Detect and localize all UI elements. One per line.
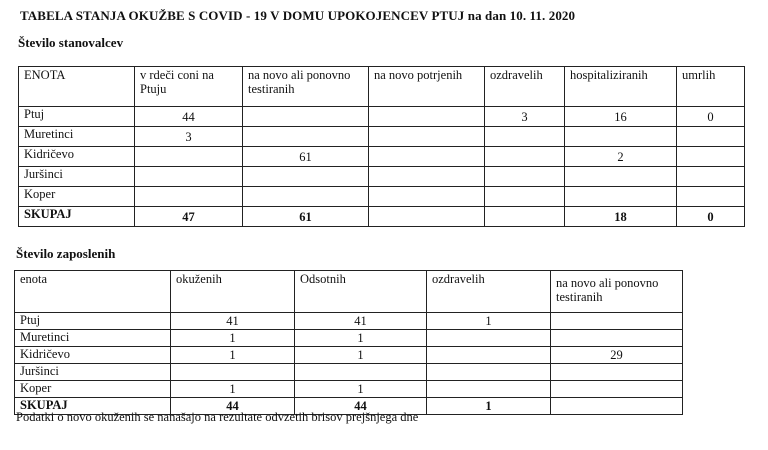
table-cell — [243, 127, 369, 147]
table-header-row — [19, 67, 745, 107]
employees-heading: Število zaposlenih — [16, 246, 116, 261]
total-cell: 61 — [243, 207, 369, 227]
column-header: ozdravelih — [427, 271, 551, 313]
unit-cell: Koper — [15, 381, 171, 398]
total-cell — [551, 398, 683, 415]
total-cell: 47 — [135, 207, 243, 227]
column-header: ENOTA — [19, 67, 135, 107]
column-header: hospitaliziranih — [565, 67, 677, 107]
table-cell — [369, 187, 485, 207]
table-cell: 1 — [295, 381, 427, 398]
residents-heading: Število stanovalcev — [18, 35, 124, 50]
column-header: Odsotnih — [295, 271, 427, 313]
total-label: SKUPAJ — [19, 207, 135, 227]
table-cell: 1 — [295, 330, 427, 347]
column-header: okuženih — [171, 271, 295, 313]
employees-table — [14, 270, 683, 415]
table-cell — [565, 127, 677, 147]
total-cell: 1 — [427, 398, 551, 415]
table-cell — [677, 147, 745, 167]
table-cell — [551, 330, 683, 347]
table-cell: 41 — [171, 313, 295, 330]
table-cell — [243, 167, 369, 187]
table-cell — [295, 364, 427, 381]
total-label: SKUPAJ — [15, 398, 171, 415]
table-cell — [677, 127, 745, 147]
footnote: Podatki o novo okuženih se nanašajo na rezultate odvzetih brisov prejšnjega dne — [16, 410, 419, 424]
table-cell — [135, 187, 243, 207]
total-cell: 18 — [565, 207, 677, 227]
table-cell — [427, 364, 551, 381]
table-cell — [369, 147, 485, 167]
table-cell — [243, 107, 369, 127]
table-header-row — [15, 271, 683, 313]
unit-cell: Koper — [19, 187, 135, 207]
table-cell — [551, 364, 683, 381]
unit-cell: Ptuj — [19, 107, 135, 127]
column-header: v rdeči coni na Ptuju — [135, 67, 243, 107]
table-row — [15, 330, 683, 347]
total-cell: 0 — [677, 207, 745, 227]
table-cell — [171, 364, 295, 381]
column-header: ozdravelih — [485, 67, 565, 107]
unit-cell: Juršinci — [15, 364, 171, 381]
table-row — [15, 381, 683, 398]
unit-cell: Muretinci — [19, 127, 135, 147]
table-row — [19, 107, 745, 127]
table-row — [15, 364, 683, 381]
table-cell — [677, 187, 745, 207]
table-cell — [565, 187, 677, 207]
table-cell — [485, 127, 565, 147]
table-cell: 0 — [677, 107, 745, 127]
table-cell: 3 — [485, 107, 565, 127]
document-title: TABELA STANJA OKUŽBE S COVID - 19 V DOMU UPOKOJENCEV PTUJ na dan 10. 11. 2020 — [20, 8, 576, 23]
residents-table — [18, 66, 745, 227]
column-header: na novo ali ponovno testiranih — [551, 271, 683, 313]
table-cell: 16 — [565, 107, 677, 127]
table-cell — [427, 330, 551, 347]
table-cell: 44 — [135, 107, 243, 127]
table-row — [15, 313, 683, 330]
table-cell — [369, 167, 485, 187]
table-cell — [427, 381, 551, 398]
column-header: na novo potrjenih — [369, 67, 485, 107]
table-cell — [485, 187, 565, 207]
total-cell: 44 — [295, 398, 427, 415]
table-row — [15, 347, 683, 364]
column-header: na novo ali ponovno testiranih — [243, 67, 369, 107]
table-cell: 61 — [243, 147, 369, 167]
table-cell: 1 — [171, 347, 295, 364]
unit-cell: Juršinci — [19, 167, 135, 187]
table-cell — [369, 107, 485, 127]
unit-cell: Kidričevo — [19, 147, 135, 167]
table-row — [19, 187, 745, 207]
table-row — [19, 167, 745, 187]
unit-cell: Muretinci — [15, 330, 171, 347]
table-cell — [369, 127, 485, 147]
total-cell — [369, 207, 485, 227]
total-cell: 44 — [171, 398, 295, 415]
table-cell — [551, 381, 683, 398]
unit-cell: Kidričevo — [15, 347, 171, 364]
table-cell — [243, 187, 369, 207]
table-cell — [135, 167, 243, 187]
table-cell: 1 — [171, 330, 295, 347]
table-row — [19, 147, 745, 167]
table-cell: 1 — [171, 381, 295, 398]
unit-cell: Ptuj — [15, 313, 171, 330]
table-row — [19, 127, 745, 147]
table-cell — [677, 167, 745, 187]
column-header: umrlih — [677, 67, 745, 107]
table-cell: 1 — [427, 313, 551, 330]
table-cell — [565, 167, 677, 187]
table-cell — [135, 147, 243, 167]
table-cell: 41 — [295, 313, 427, 330]
column-header: enota — [15, 271, 171, 313]
total-row — [19, 207, 745, 227]
table-cell — [427, 347, 551, 364]
total-cell — [485, 207, 565, 227]
table-cell — [485, 147, 565, 167]
table-cell — [551, 313, 683, 330]
table-cell — [485, 167, 565, 187]
table-cell: 3 — [135, 127, 243, 147]
table-cell: 29 — [551, 347, 683, 364]
table-cell: 2 — [565, 147, 677, 167]
table-cell: 1 — [295, 347, 427, 364]
